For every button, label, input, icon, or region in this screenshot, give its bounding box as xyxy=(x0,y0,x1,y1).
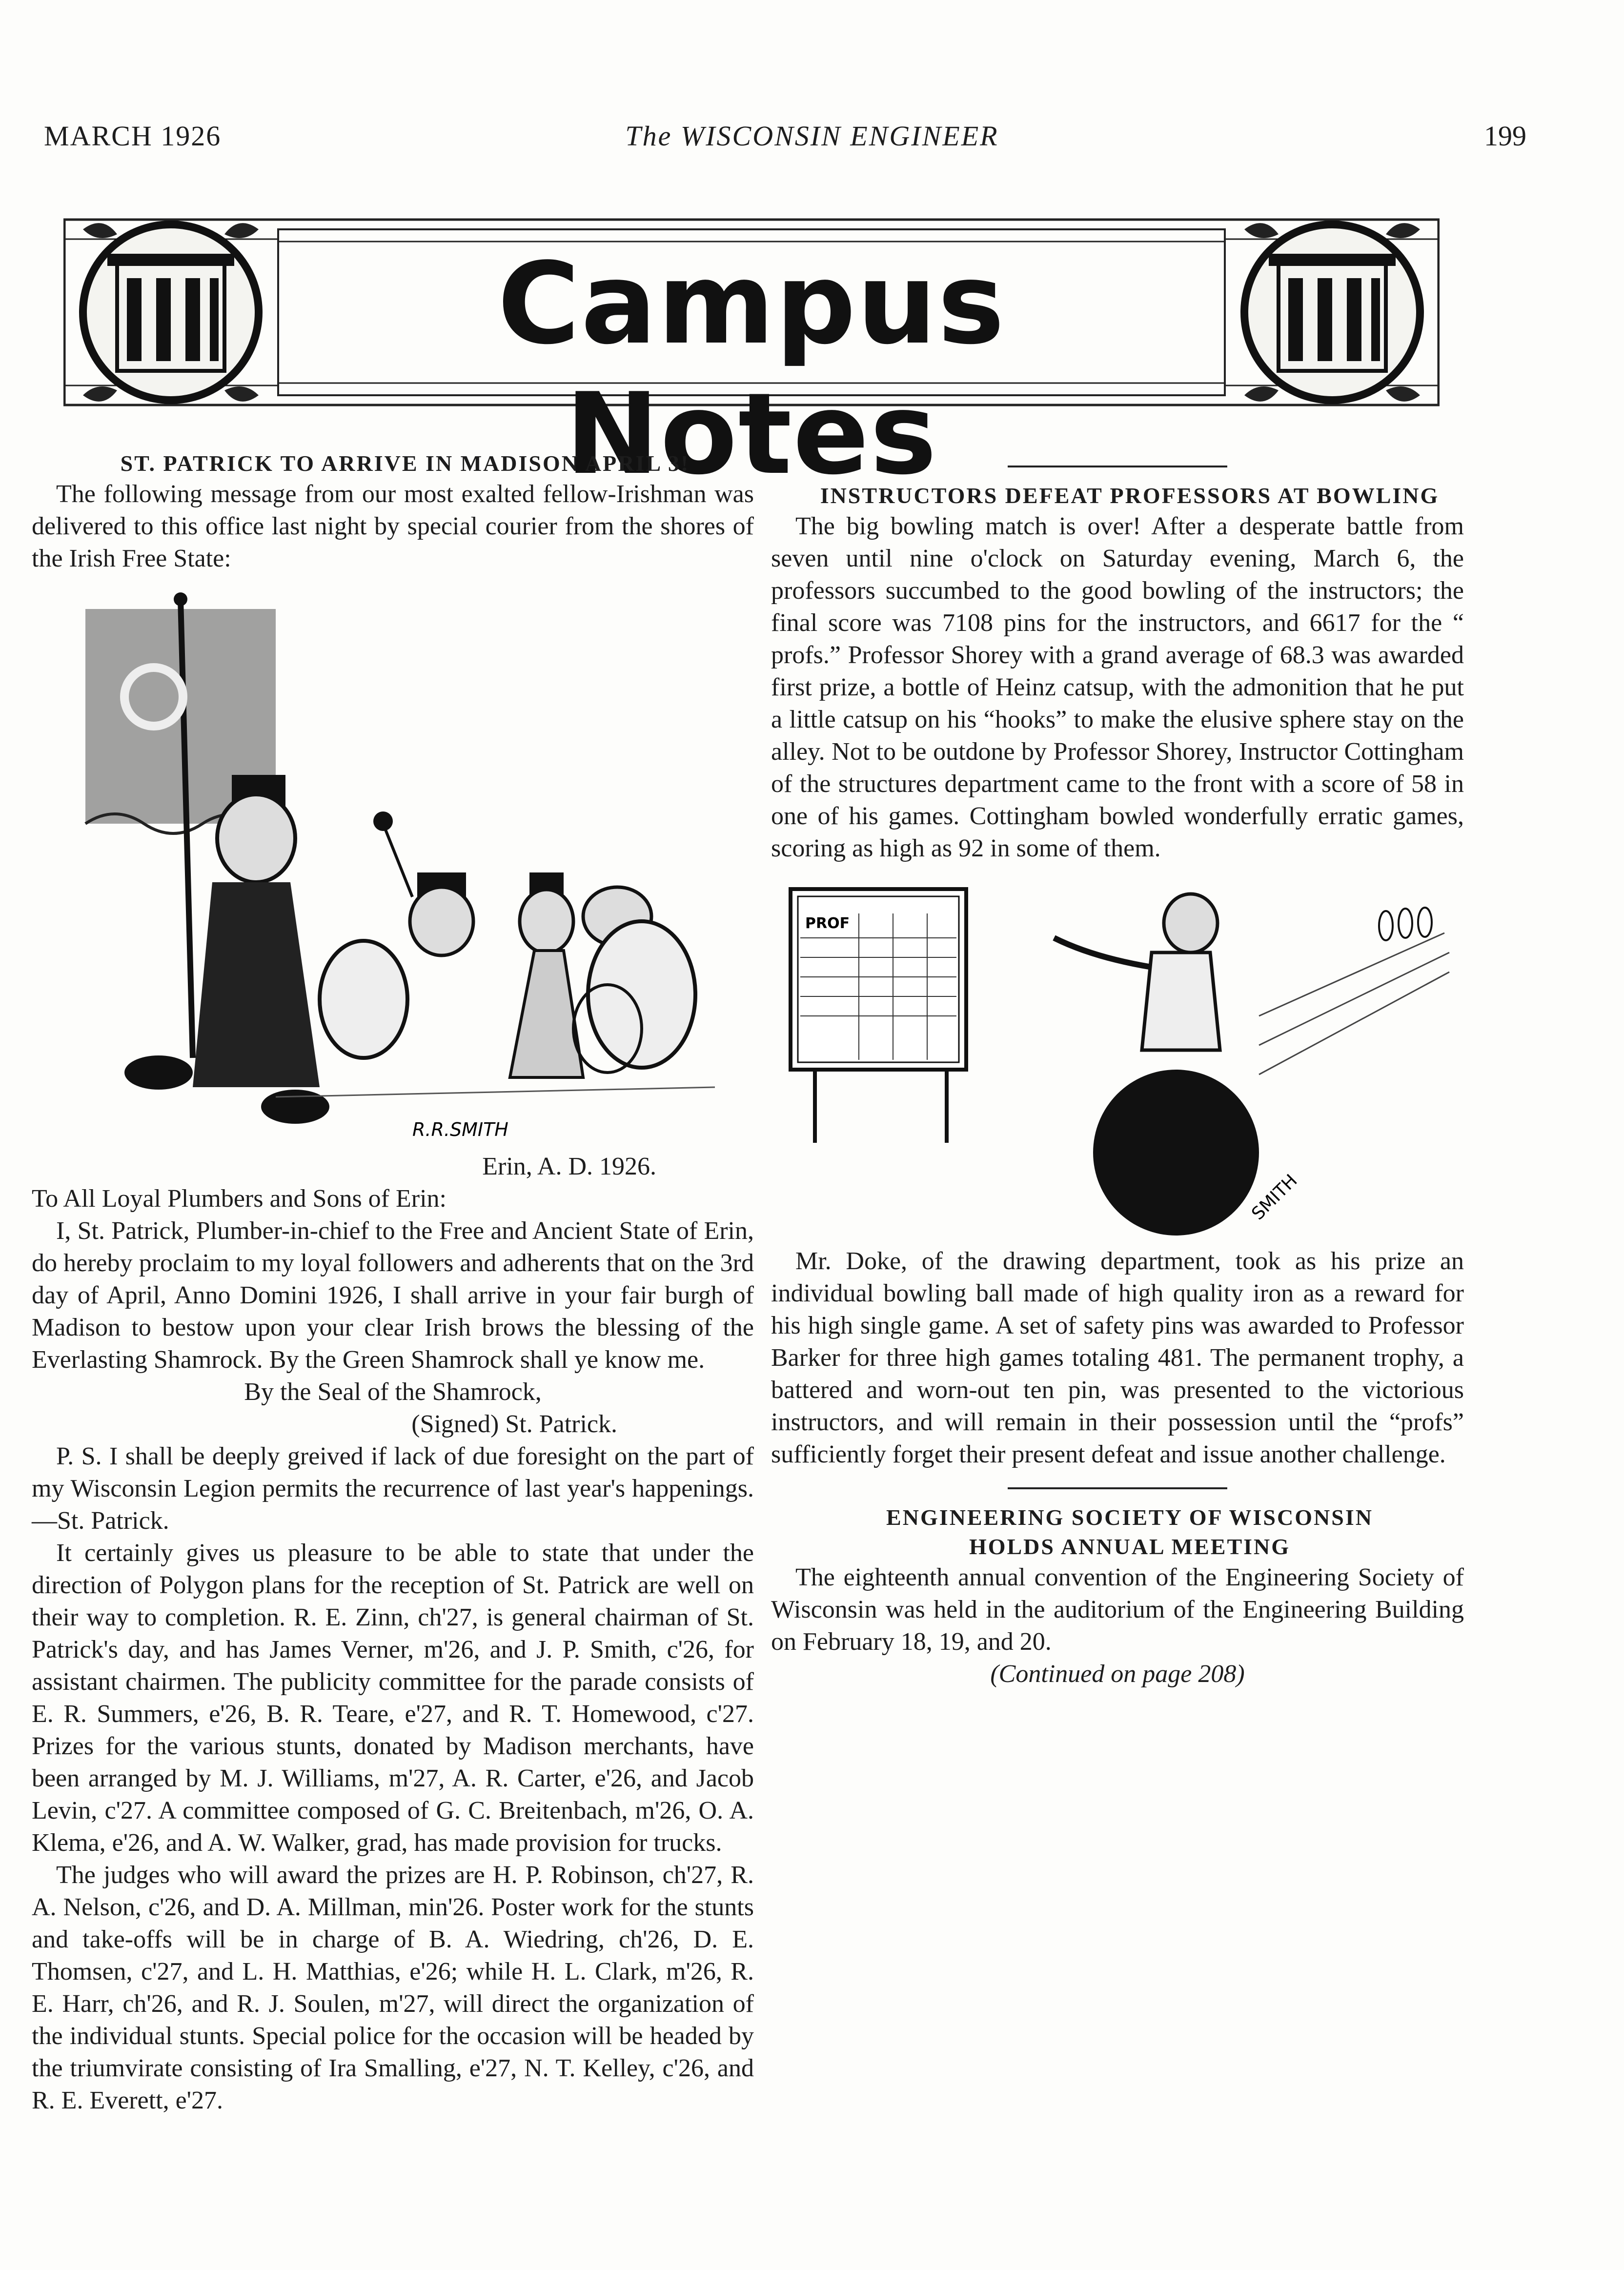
bowling-body-1: The big bowling match is over! After a desperate battle from seven until nine o'clock on Saturday evening, March 6, the professors succumbed to the good bowling of the instructors; the final score was 7108 pins for the instructors, and 6617 for the “ profs.” Professor Shorey with a grand average of 68.3 was awarded first prize, a bottle of Heinz catsup, with the admonition that he put a little catsup on his “hooks” to make the elusive sphere stay on the alley. Not to be outdone by Professor Shorey, Instructor Cottingham of the structures department came to the front with a score of 58 in one of his games. Cottingham bowled wonderfully erratic games, scoring as high as 92 in some of them. xyxy=(771,512,1464,862)
proclamation-salutation: To All Loyal Plumbers and Sons of Erin: xyxy=(32,1185,447,1213)
scoreboard-label: PROF xyxy=(805,915,850,932)
page-number: 199 xyxy=(1484,120,1526,152)
bowling-pins-icon xyxy=(1379,908,1432,940)
st-patrick-body-2: The judges who will award the prizes are H. P. Robinson, ch'27, R. A. Nelson, c'26, and D. A. Millman, min'26. Poster work for the stunts and take-offs will be in charge of B. A. Wiedring, ch'26, D. E. Thomsen, c'27, and L. H. Matthias, e'26; while H. L. Clark, m'26, R. E. Harr, ch'26, and R. J. Soulen, m'27, will direct the organization of the individual stunts. Special police for the occasion will be headed by the triumvirate consisting of Ira Smalling, e'27, N. T. Kelley, c'26, and R. E. Everett, e'27. xyxy=(32,1861,754,2114)
scoreboard xyxy=(791,889,966,1143)
engineering-society-body: The eighteenth annual convention of the Engineering Society of Wisconsin was held in the auditorium of the Engineering Building on February 18, 19, and 20. xyxy=(771,1563,1464,1656)
bowler-figure xyxy=(1054,894,1259,1236)
building-vignette-icon-left xyxy=(83,223,259,402)
bowling-cartoon xyxy=(771,870,1464,1240)
proclamation-dateline: Erin, A. D. 1926. xyxy=(482,1153,656,1180)
bowling-body-2: Mr. Doke, of the drawing department, took as his prize an individual bowling ball made of high quality iron as a reward for his high single game. A set of safety pins was awarded to Professor Barker for three high games totaling 481. The permanent trophy, a battered and worn-out ten pin, was presented to the victorious instructors, and will remain in their possession until the “profs” sufficiently forget their present defeat and issue another challenge. xyxy=(771,1247,1464,1468)
issue-date: MARCH 1926 xyxy=(44,120,222,152)
proclamation-seal: By the Seal of the Shamrock, xyxy=(244,1378,542,1406)
proclamation-signature: (Signed) St. Patrick. xyxy=(411,1410,617,1438)
engineering-society-headline-2: HOLDS ANNUAL MEETING xyxy=(969,1534,1291,1559)
cartoon-signature: R.R.SMITH xyxy=(412,1119,508,1140)
running-head xyxy=(44,120,1580,163)
proclamation-body: I, St. Patrick, Plumber-in-chief to the Free and Ancient State of Erin, do hereby proclaim to my loyal followers and adherents that on the 3rd day of April, Anno Domini 1926, I shall arrive in your fair burgh of Madison to bestow upon your clear Irish brows the blessing of the Everlasting Shamrock. By the Green Shamrock shall ye know me. xyxy=(32,1217,754,1374)
journal-title: The WISCONSIN ENGINEER xyxy=(625,120,999,152)
left-column xyxy=(32,449,754,2117)
bowling-headline: INSTRUCTORS DEFEAT PROFESSORS AT BOWLING xyxy=(820,483,1440,508)
continued-note: (Continued on page 208) xyxy=(990,1660,1245,1688)
st-patrick-headline: ST. PATRICK TO ARRIVE IN MADISON APRIL 3! xyxy=(120,451,690,476)
engineering-society-headline-1: ENGINEERING SOCIETY OF WISCONSIN xyxy=(886,1505,1373,1530)
saxophone-figure xyxy=(510,872,583,1077)
right-column xyxy=(771,449,1464,1690)
building-vignette-icon-right xyxy=(1244,223,1420,402)
st-patrick-intro: The following message from our most exalted fellow-Irishman was delivered to this office last night by special courier from the shores of the Irish Free State: xyxy=(32,480,754,572)
proclamation-postscript: P. S. I shall be deeply greived if lack of due foresight on the part of my Wisconsin Legion permits the recurrence of last year's happenings.—St. Patrick. xyxy=(32,1442,754,1535)
tuba-figure xyxy=(573,887,695,1073)
cartoon-signature: SMITH xyxy=(1248,1171,1301,1224)
section-title: Campus Notes xyxy=(497,239,1006,500)
drummer-figure xyxy=(320,811,473,1058)
marching-figure-1 xyxy=(124,775,329,1124)
divider xyxy=(1008,466,1227,467)
bowling-ball-icon xyxy=(1093,1070,1259,1236)
divider xyxy=(1008,1487,1227,1489)
st-patrick-parade-cartoon xyxy=(32,580,744,1146)
st-patrick-body-1: It certainly gives us pleasure to be able to state that under the direction of Polygon plans for the reception of St. Patrick are well on their way to completion. R. E. Zinn, ch'27, is general chairman of St. Patrick's day, and has James Verner, m'26, and J. P. Smith, c'26, for assistant chairmen. The publicity committee for the parade consists of E. R. Summers, e'26, B. R. Teare, e'27, and R. T. Homewood, c'27. Prizes for the various stunts, donated by Madison merchants, have been arranged by M. J. Williams, m'27, A. R. Carter, e'26, and Jacob Levin, c'27. A committee composed of G. C. Breitenbach, m'26, O. A. Klema, e'26, and A. W. Walker, grad, has made provision for trucks. xyxy=(32,1539,754,1857)
